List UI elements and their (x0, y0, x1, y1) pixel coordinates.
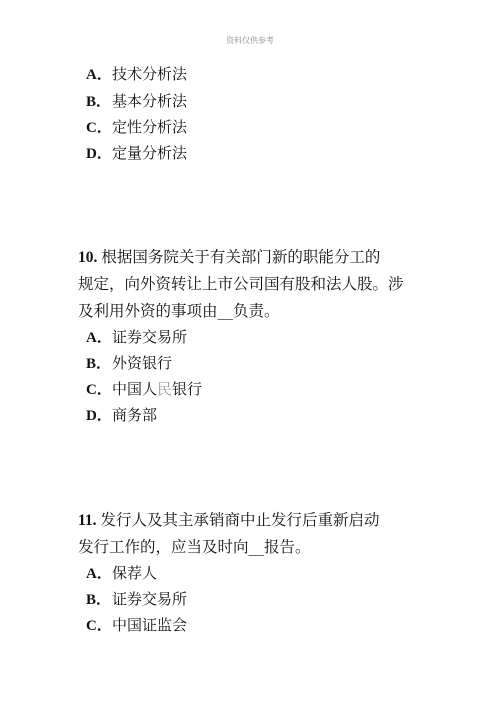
q11-option-c (86, 615, 187, 636)
question-line (78, 507, 428, 534)
option-b (86, 91, 187, 112)
option-text: 定量分析法 (112, 144, 188, 162)
q11-option-b (86, 589, 187, 610)
option-text: 外资银行 (112, 354, 173, 372)
question-line (78, 244, 428, 271)
option-c (86, 117, 187, 138)
option-text: 商务部 (112, 406, 158, 424)
option-letter: D． (86, 146, 112, 162)
option-text: 中国证监会 (112, 616, 188, 634)
option-text-part: 中国人 (112, 380, 158, 398)
option-text-part: 银行 (172, 380, 203, 398)
question-10 (78, 244, 428, 325)
option-text-part: 民 (157, 380, 173, 398)
option-letter: C． (86, 618, 112, 634)
q10-option-b (86, 353, 172, 374)
option-letter: B． (86, 592, 112, 608)
option-text: 保荐人 (112, 564, 158, 582)
question-line: 及利用外资的事项由__负责。 (78, 302, 280, 320)
option-letter: C． (86, 120, 112, 136)
option-text: 证券交易所 (112, 590, 188, 608)
page-header-note: 资料仅供参考 (226, 36, 274, 45)
option-text: 技术分析法 (112, 65, 188, 83)
question-line: 规定，向外资转让上市公司国有股和法人股。涉 (78, 275, 404, 293)
q10-option-a (86, 327, 187, 348)
question-text: 根据国务院关于有关部门新的职能分工的 (101, 248, 381, 266)
option-letter: A． (86, 330, 112, 346)
option-letter: A． (86, 67, 112, 83)
q10-option-c (86, 379, 202, 400)
q10-option-d (86, 405, 157, 426)
option-letter: B． (86, 94, 112, 110)
question-line: 发行工作的，应当及时向__报告。 (78, 538, 311, 556)
option-letter: C． (86, 382, 112, 398)
option-text: 基本分析法 (112, 92, 188, 110)
question-11 (78, 507, 428, 561)
question-text: 发行人及其主承销商中止发行后重新启动 (100, 511, 380, 529)
option-d (86, 143, 187, 164)
option-text: 证券交易所 (112, 328, 188, 346)
option-text: 定性分析法 (112, 118, 188, 136)
q11-option-a (86, 563, 157, 584)
question-number: 11. (78, 512, 97, 529)
option-letter: B． (86, 356, 112, 372)
option-letter: A． (86, 566, 112, 582)
question-number: 10. (78, 249, 98, 266)
option-letter: D． (86, 408, 112, 424)
option-a (86, 64, 187, 85)
